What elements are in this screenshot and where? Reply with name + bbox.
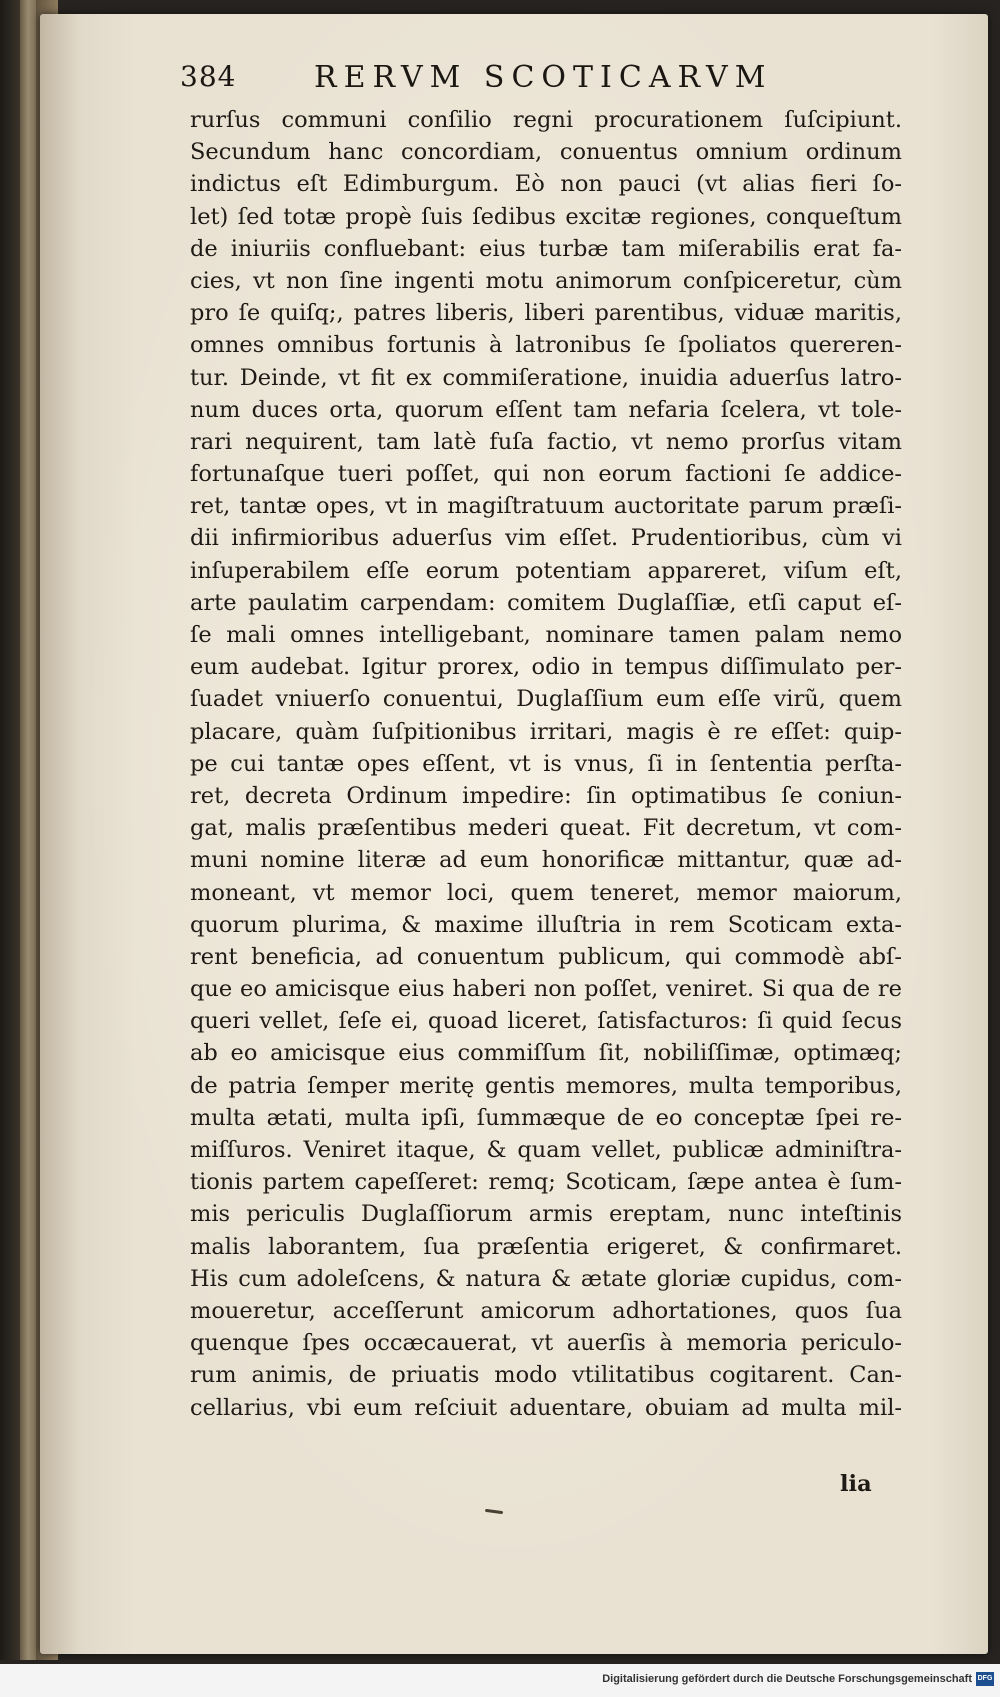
text-line: rent beneficia, ad conuentum publicum, qui commodè abſ- bbox=[190, 943, 902, 970]
text-line: pe cui tantæ opes eſſent, vt is vnus, ſi in ſententia perſta- bbox=[190, 750, 902, 777]
text-line: pro ſe quiſq;, patres liberis, liberi parentibus, viduæ maritis, bbox=[190, 300, 902, 327]
text-line: tur. Deinde, vt fit ex commiſeratione, inuidia aduerſus latro- bbox=[190, 364, 902, 391]
text-line: inſuperabilem eſſe eorum potentiam appareret, viſum eſt, bbox=[190, 557, 902, 584]
text-line: miſſuros. Veniret itaque, & quam vellet, publicæ adminiſtra- bbox=[190, 1137, 902, 1163]
text-line: rum animis, de priuatis modo vtilitatibus cogitarent. Can- bbox=[190, 1362, 902, 1389]
running-head: RERVM SCOTICARVM bbox=[314, 60, 773, 95]
text-line: moueretur, acceſſerunt amicorum adhortationes, quos ſua bbox=[190, 1297, 902, 1324]
text-line: de iniuriis confluebant: eius turbæ tam miſerabilis erat fa- bbox=[190, 235, 902, 262]
text-line: mis periculis Duglaſſiorum armis ereptam, nunc inteſtinis bbox=[190, 1201, 902, 1228]
text-line: ret, decreta Ordinum impedire: ſin optimatibus ſe coniun- bbox=[190, 782, 902, 809]
text-line: His cum adoleſcens, & natura & ætate gloriæ cupidus, com- bbox=[190, 1265, 902, 1292]
text-line: ſe mali omnes intelligebant, nominare tamen palam nemo bbox=[190, 622, 902, 648]
text-line: indictus eſt Edimburgum. Eò non pauci (vt alias fieri ſo- bbox=[190, 171, 902, 198]
text-line: que eo amicisque eius haberi non poſſet, veniret. Si qua de re bbox=[190, 976, 902, 1003]
page-edges bbox=[20, 0, 36, 1660]
text-line: queri vellet, ſeſe ei, quoad liceret, ſatisfacturos: ſi quid ſecus bbox=[190, 1008, 902, 1035]
funding-credit: Digitalisierung gefördert durch die Deutsche Forschungsgemeinschaft bbox=[602, 1673, 972, 1685]
text-line: muni nomine literæ ad eum honorificæ mittantur, quæ ad- bbox=[190, 847, 902, 874]
text-line: gat, malis præſentibus mederi queat. Fit decretum, vt com- bbox=[190, 815, 902, 842]
text-line: ret, tantæ opes, vt in magiſtratuum auctoritate parum præſi- bbox=[190, 493, 902, 520]
text-line: num duces orta, quorum eſſent tam nefaria ſcelera, vt tole- bbox=[190, 396, 902, 423]
text-line: placare, quàm ſuſpitionibus irritari, magis è re eſſet: quip- bbox=[190, 718, 902, 745]
text-line: rari nequirent, tam latè fuſa factio, vt nemo prorſus vitam bbox=[190, 428, 902, 455]
text-line: ſuadet vniuerſo conuentui, Duglaſſium eum eſſe virũ, quem bbox=[190, 686, 902, 713]
text-line: rurſus communi conſilio regni procurationem ſuſcipiunt. bbox=[190, 107, 902, 133]
catchword: lia bbox=[840, 1471, 872, 1497]
text-line: malis laborantem, ſua præſentia erigeret, & confirmaret. bbox=[190, 1233, 902, 1260]
dfg-logo-icon: DFG bbox=[976, 1672, 994, 1686]
text-line: Secundum hanc concordiam, conuentus omnium ordinum bbox=[190, 139, 902, 166]
text-line: cies, vt non ſine ingenti motu animorum conſpiceretur, cùm bbox=[190, 267, 902, 294]
digitization-footer bbox=[0, 1664, 1000, 1697]
text-line: cellarius, vbi eum reſciuit aduentare, obuiam ad multa mil- bbox=[190, 1394, 902, 1421]
text-line: arte paulatim carpendam: comitem Duglaſſiæ, etſi caput eſ- bbox=[190, 589, 902, 616]
text-line: quorum plurima, & maxime illuſtria in rem Scoticam exta- bbox=[190, 911, 902, 938]
text-line: eum audebat. Igitur prorex, odio in tempus diſſimulato per- bbox=[190, 654, 902, 681]
text-line: moneant, vt memor loci, quem teneret, memor maiorum, bbox=[190, 879, 902, 906]
text-line: quenque ſpes occæcauerat, vt auerſis à memoria periculo- bbox=[190, 1330, 902, 1357]
text-line: omnes omnibus fortunis à latronibus ſe ſpoliatos quereren- bbox=[190, 332, 902, 359]
text-line: dii infirmioribus aduerſus vim eſſet. Prudentioribus, cùm vi bbox=[190, 525, 902, 552]
text-line: multa ætati, multa ipſi, ſummæque de eo conceptæ ſpei re- bbox=[190, 1104, 902, 1131]
body-text bbox=[190, 104, 902, 1424]
text-line: fortunaſque tueri poſſet, qui non eorum factioni ſe addice- bbox=[190, 461, 902, 488]
text-line: de patria ſemper meritę gentis memores, multa temporibus, bbox=[190, 1072, 902, 1099]
page-number: 384 bbox=[180, 60, 237, 93]
text-line: tionis partem capeſſeret: remq; Scoticam, ſæpe antea è ſum- bbox=[190, 1169, 902, 1196]
text-line: ab eo amicisque eius commiſſum ſit, nobiliſſimæ, optimæq; bbox=[190, 1040, 902, 1067]
text-line: let) ſed totæ propè ſuis ſedibus excitæ regiones, conqueſtum bbox=[190, 203, 902, 230]
